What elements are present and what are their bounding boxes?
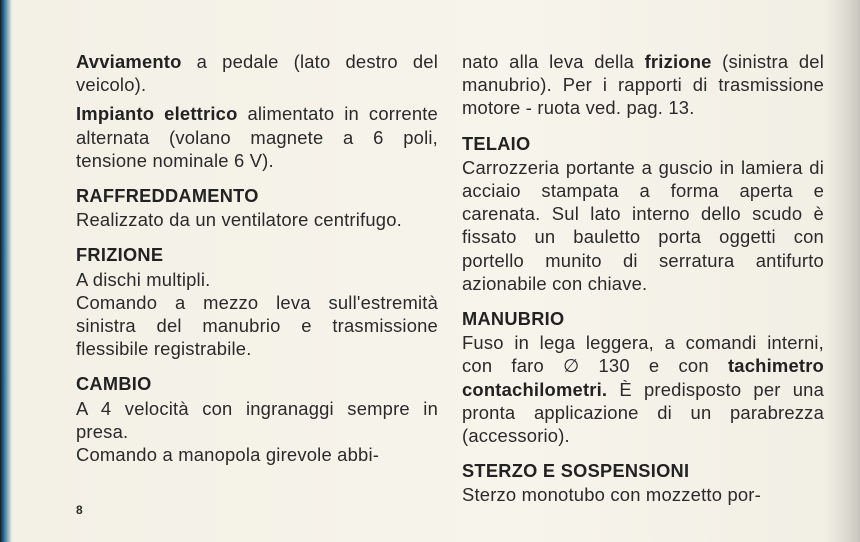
telaio-text: Carrozzeria portante a guscio in lamiera di acciaio stampata a forma aperta e carenata. Sul lato interno dello scudo è fissato un bauletto porta oggetti con portello munito di serratura antifurto azionabile con chiave. — [462, 156, 824, 294]
cambio-text-1: A 4 velocità con ingranaggi sempre in presa. — [76, 397, 438, 442]
manubrio-text-a: Fuso in lega leggera, a comandi interni, con faro ∅ 130 e con — [462, 332, 824, 377]
heading-telaio: TELAIO — [462, 133, 531, 154]
heading-sterzo: STERZO E SOSPENSIONI — [462, 461, 690, 482]
left-column — [76, 50, 438, 466]
paragraph-impianto-elettrico — [76, 102, 438, 172]
manubrio-text-b: È predisposto per una pronta applicazione di un parabrezza (accessorio). — [462, 378, 824, 447]
term-frizione: frizione — [644, 51, 712, 72]
cambio-text-2: Comando a manopola girevole abbi- — [76, 444, 380, 466]
avviamento-text: a pedale (lato destro del veicolo). — [76, 51, 438, 96]
term-tachimetro: tachimetro contachilometri. — [462, 355, 824, 400]
heading-frizione: FRIZIONE — [76, 245, 164, 266]
binding-shadow — [826, 0, 860, 542]
frizione-text-2: Comando a mezzo leva sull'estremità sinistra del manubrio e trasmissione flessibile registrabile. — [76, 291, 438, 360]
heading-cambio: CAMBIO — [76, 374, 152, 395]
frizione-text-1: A dischi multipli. — [76, 268, 211, 290]
page-number: 8 — [76, 503, 83, 517]
term-avviamento: Avviamento — [76, 51, 182, 72]
heading-manubrio: MANUBRIO — [462, 309, 565, 330]
impianto-text: alimentato in corrente alternata (volano magnete a 6 poli, tensione nominale 6 V). — [76, 103, 438, 171]
paragraph-continuation — [462, 50, 824, 120]
term-impianto-elettrico: Impianto elettrico — [76, 103, 238, 125]
sterzo-text: Sterzo monotubo con mozzetto por- — [462, 484, 761, 506]
continuation-text-b: (sinistra del manubrio). Per i rapporti di trasmissione motore - ruota ved. pag. 13. — [462, 51, 824, 119]
paragraph-avviamento — [76, 50, 438, 96]
paragraph-manubrio — [462, 331, 824, 447]
heading-raffreddamento: RAFFREDDAMENTO — [76, 186, 259, 207]
raffreddamento-text: Realizzato da un ventilatore centrifugo. — [76, 209, 402, 231]
right-column — [462, 50, 824, 507]
continuation-text-a: nato alla leva della — [462, 51, 645, 72]
